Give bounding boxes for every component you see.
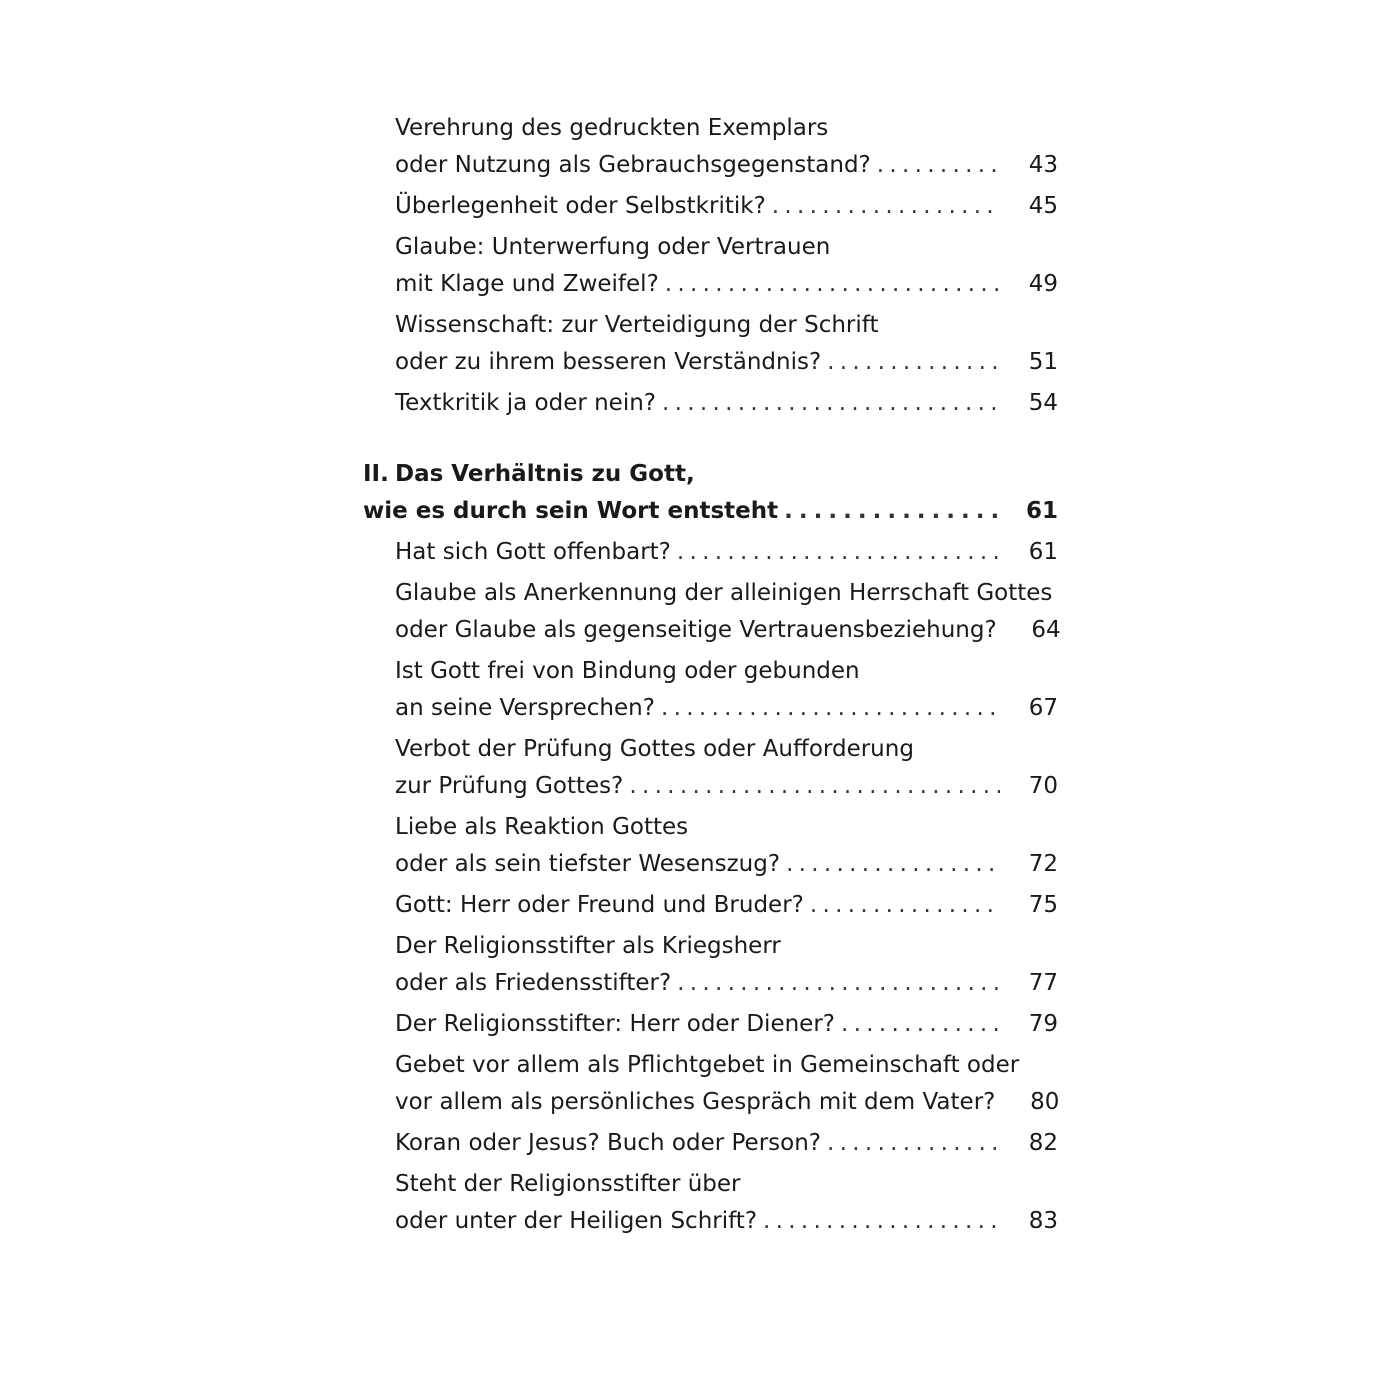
entry-title-line: vor allem als persönliches Gespräch mit dem Vater?: [395, 1089, 996, 1115]
entry-title-line: Steht der Religionsstifter über: [395, 1171, 741, 1197]
dot-leader: [786, 846, 1000, 883]
entry-title-line: Gebet vor allem als Pflichtgebet in Gemeinschaft oder: [395, 1052, 1020, 1078]
entry-title-line: Verbot der Prüfung Gottes oder Aufforderung: [395, 736, 914, 762]
entry-title-line: Hat sich Gott offenbart?: [395, 539, 671, 565]
toc-entry: [363, 653, 1058, 727]
page-number: 79: [1028, 1011, 1058, 1037]
dot-leader: [629, 768, 1000, 805]
toc-entry: [363, 307, 1058, 381]
entry-title-line: oder Glaube als gegenseitige Vertrauensbeziehung?: [395, 617, 997, 643]
dot-leader: [827, 1125, 1000, 1162]
entry-title-line: Textkritik ja oder nein?: [395, 390, 657, 416]
chapter-number: II.: [363, 461, 389, 487]
dot-leader: [784, 493, 1000, 530]
dot-leader: [841, 1006, 1000, 1043]
table-of-contents: [363, 110, 1061, 1244]
entry-title-line: Liebe als Reaktion Gottes: [395, 814, 689, 840]
entry-title-line: zur Prüfung Gottes?: [395, 773, 624, 799]
toc-entry: [363, 928, 1058, 1002]
page-number: 83: [1028, 1208, 1058, 1234]
page-number: 67: [1028, 695, 1058, 721]
page-number: 64: [1031, 617, 1061, 643]
dot-leader: [763, 1203, 1000, 1240]
toc-entry: [363, 188, 1058, 225]
dot-leader: [665, 266, 1000, 303]
entry-title-line: Ist Gott frei von Bindung oder gebunden: [395, 658, 860, 684]
page-number: 77: [1028, 970, 1058, 996]
toc-entry: [363, 1047, 1058, 1121]
entry-title-line: Glaube als Anerkennung der alleinigen Herrschaft Gottes: [395, 580, 1053, 606]
page-number: 51: [1028, 349, 1058, 375]
page-number: 72: [1028, 851, 1058, 877]
entry-title-line: Überlegenheit oder Selbstkritik?: [395, 193, 766, 219]
entry-title-line: an seine Versprechen?: [395, 695, 655, 721]
toc-entry: [363, 110, 1058, 184]
toc-entry: [363, 1125, 1058, 1162]
entry-title-line: Wissenschaft: zur Verteidigung der Schrift: [395, 312, 879, 338]
entry-title-line: Der Religionsstifter: Herr oder Diener?: [395, 1011, 835, 1037]
page-number: 75: [1028, 892, 1058, 918]
toc-entry: [363, 575, 1061, 649]
page-number: 43: [1028, 152, 1058, 178]
dot-leader: [810, 887, 1000, 924]
dot-leader: [677, 965, 1000, 1002]
toc-entry: [363, 1006, 1058, 1043]
entry-title-line: oder als sein tiefster Wesenszug?: [395, 851, 781, 877]
dot-leader: [827, 344, 1000, 381]
page-number: 49: [1028, 271, 1058, 297]
toc-entry: [363, 887, 1058, 924]
toc-entry: [363, 385, 1058, 422]
page-number: 61: [1025, 498, 1058, 524]
chapter-heading: [363, 456, 1058, 530]
entry-title-line: oder als Friedensstifter?: [395, 970, 672, 996]
page-number: 70: [1028, 773, 1058, 799]
dot-leader: [877, 147, 1000, 184]
chapter-title-line: wie es durch sein Wort entsteht: [363, 498, 779, 524]
entry-title-line: mit Klage und Zweifel?: [395, 271, 659, 297]
entry-title-line: Gott: Herr oder Freund und Bruder?: [395, 892, 804, 918]
entry-title-line: Koran oder Jesus? Buch oder Person?: [395, 1130, 822, 1156]
entry-title-line: oder Nutzung als Gebrauchsgegenstand?: [395, 152, 871, 178]
page-number: 45: [1028, 193, 1058, 219]
page-number: 80: [1030, 1089, 1060, 1115]
page-number: 82: [1028, 1130, 1058, 1156]
dot-leader: [661, 690, 1000, 727]
toc-entry: [363, 1166, 1058, 1240]
chapter-title-line: Das Verhältnis zu Gott,: [395, 461, 695, 487]
entry-title-line: Der Religionsstifter als Kriegsherr: [395, 933, 781, 959]
dot-leader: [772, 188, 1000, 225]
dot-leader: [677, 534, 1000, 571]
entry-title-line: oder unter der Heiligen Schrift?: [395, 1208, 758, 1234]
toc-entry: [363, 731, 1058, 805]
page-number: 61: [1028, 539, 1058, 565]
page-number: 54: [1028, 390, 1058, 416]
entry-title-line: Glaube: Unterwerfung oder Vertrauen: [395, 234, 831, 260]
dot-leader: [662, 385, 1000, 422]
toc-entry: [363, 534, 1058, 571]
toc-entry: [363, 229, 1058, 303]
entry-title-line: oder zu ihrem besseren Verständnis?: [395, 349, 822, 375]
entry-title-line: Verehrung des gedruckten Exemplars: [395, 115, 829, 141]
toc-entry: [363, 809, 1058, 883]
